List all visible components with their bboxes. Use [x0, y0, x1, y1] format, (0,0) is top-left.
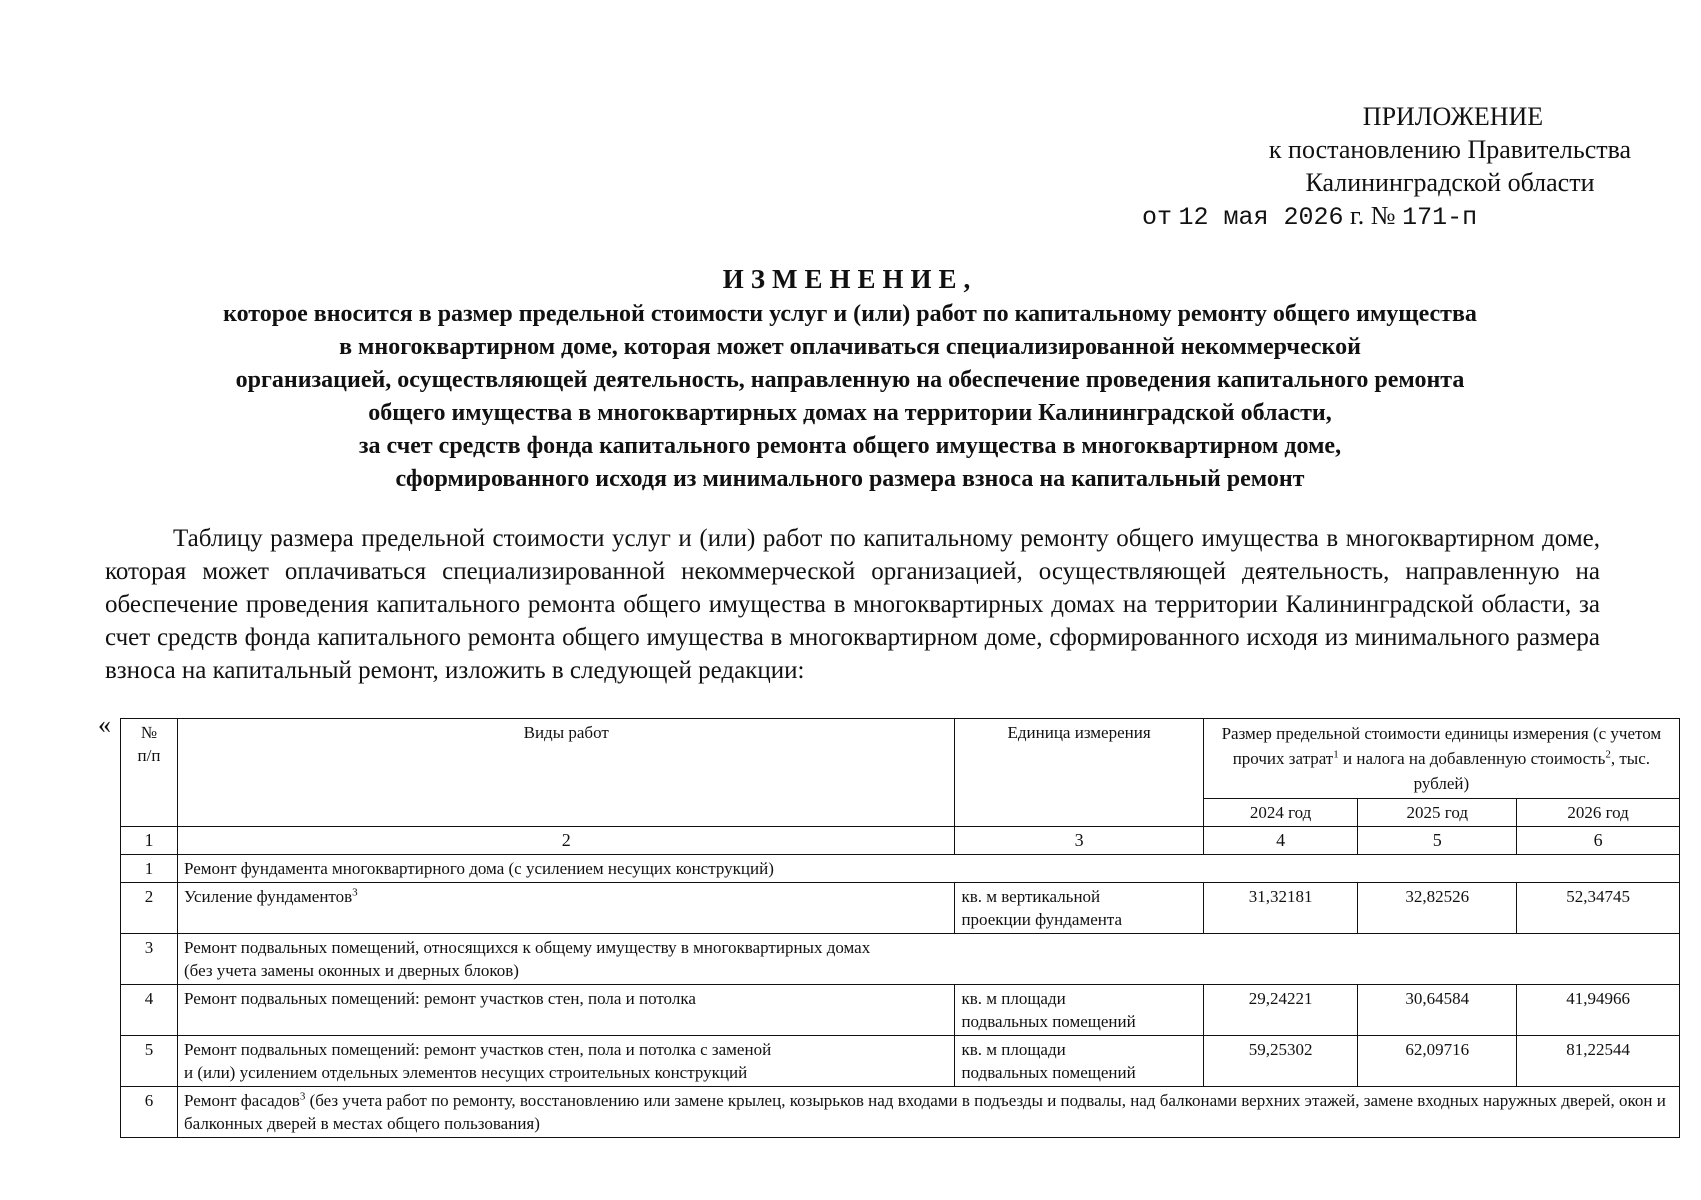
- row-value-2025: 32,82526: [1358, 883, 1517, 934]
- document-subtitle: [90, 298, 1610, 496]
- row-value-2025: 62,09716: [1358, 1036, 1517, 1087]
- subtitle-line: в многоквартирном доме, которая может оплачиваться специализированной некоммерческой: [339, 334, 1361, 360]
- column-number: 6: [1517, 827, 1680, 855]
- header-num-line1: №: [140, 723, 158, 742]
- row-section-title: Ремонт подвальных помещений, относящихся к общему имуществу в многоквартирных домах (без учета замены оконных и дверных блоков): [177, 934, 1679, 985]
- header-cost: Размер предельной стоимости единицы измерения (с учетом прочих затрат$^1$ и налога на добавленную стоимость$^2$, тыс. рублей): [1203, 719, 1679, 799]
- row-unit: кв. м площади подвальных помещений: [955, 985, 1203, 1036]
- table-row: [121, 1036, 1680, 1087]
- doc-number: 171-п: [1402, 203, 1478, 232]
- row-work-name: Ремонт подвальных помещений: ремонт участков стен, пола и потолка: [177, 985, 954, 1036]
- opening-quote: «: [98, 710, 111, 739]
- appendix-line-2: к постановлению Правительства: [1268, 135, 1632, 164]
- subtitle-line: которое вносится в размер предельной стоимости услуг и (или) работ по капитальному ремонту общего имущества: [223, 301, 1477, 327]
- table-row: [121, 1087, 1680, 1138]
- table-row: [121, 985, 1680, 1036]
- date-suffix: г. №: [1350, 201, 1396, 230]
- appendix-title: ПРИЛОЖЕНИЕ: [1362, 102, 1544, 131]
- header-num: [121, 719, 178, 827]
- appendix-block: [1142, 100, 1690, 234]
- row-work-name: Ремонт подвальных помещений: ремонт участков стен, пола и потолка с заменой и (или) усилением отдельных элементов несущих строительных конструкций: [177, 1036, 954, 1087]
- document-title: ИЗМЕНЕНИЕ,: [722, 264, 978, 294]
- row-work-name: Усиление фундаментов$^3$: [177, 883, 954, 934]
- row-number: 2: [121, 883, 178, 934]
- table-row: [121, 883, 1680, 934]
- date-prefix: от: [1142, 203, 1173, 232]
- works-table: [120, 718, 1680, 1138]
- header-works: Виды работ: [177, 719, 954, 827]
- appendix-date-line: [1100, 199, 1690, 234]
- column-number: 1: [121, 827, 178, 855]
- row-section-title: Ремонт фундамента многоквартирного дома (с усилением несущих конструкций): [177, 855, 1679, 883]
- header-year-2025: 2025 год: [1358, 799, 1517, 827]
- footnote-2-ref: 2: [1605, 748, 1611, 761]
- row-number: 3: [121, 934, 178, 985]
- row-value-2026: 52,34745: [1517, 883, 1680, 934]
- row-section-title: Ремонт фасадов$^3$ (без учета работ по ремонту, восстановлению или замене крылец, козырьков над входами в подъезды и подвалы, над балконами верхних этажей, замене входных наружных дверей, окон и балконных дверей в местах общего пользования): [177, 1087, 1679, 1138]
- row-value-2024: 31,32181: [1203, 883, 1358, 934]
- row-value-2024: 59,25302: [1203, 1036, 1358, 1087]
- row-value-2024: 29,24221: [1203, 985, 1358, 1036]
- row-number: 6: [121, 1087, 178, 1138]
- header-year-2024: 2024 год: [1203, 799, 1358, 827]
- column-number: 4: [1203, 827, 1358, 855]
- column-number: 5: [1358, 827, 1517, 855]
- row-unit: кв. м вертикальной проекции фундамента: [955, 883, 1203, 934]
- footnote-3-ref: 3: [299, 1090, 306, 1103]
- row-value-2026: 81,22544: [1517, 1036, 1680, 1087]
- column-number: 2: [177, 827, 954, 855]
- header-row: [121, 719, 1680, 799]
- row-value-2025: 30,64584: [1358, 985, 1517, 1036]
- subtitle-line: общего имущества в многоквартирных домах на территории Калининградской области,: [368, 400, 1332, 426]
- row-unit: кв. м площади подвальных помещений: [955, 1036, 1203, 1087]
- table-row: [121, 934, 1680, 985]
- header-unit: Единица измерения: [955, 719, 1203, 827]
- column-number-row: [121, 827, 1680, 855]
- date-value: 12 мая 2026: [1178, 203, 1344, 232]
- intro-paragraph: Таблицу размера предельной стоимости услуг и (или) работ по капитальному ремонту общего имущества в многоквартирном доме, которая может оплачиваться специализированной некоммерческой организацией, осуществляющей деятельность, направленную на обеспечение проведения капитального ремонта общего имущества в многоквартирных домах на территории Калининградской области, за счет средств фонда капитального ремонта общего имущества в многоквартирном доме, сформированного исходя из минимального размера взноса на капитальный ремонт, изложить в следующей редакции:: [105, 525, 1600, 684]
- row-value-2026: 41,94966: [1517, 985, 1680, 1036]
- row-number: 4: [121, 985, 178, 1036]
- row-number: 5: [121, 1036, 178, 1087]
- footnote-3-ref: 3: [352, 886, 358, 899]
- header-year-2026: 2026 год: [1517, 799, 1680, 827]
- column-number: 3: [955, 827, 1203, 855]
- row-number: 1: [121, 855, 178, 883]
- subtitle-line: организацией, осуществляющей деятельность, направленную на обеспечение проведения капитального ремонта: [235, 367, 1465, 393]
- header-num-line2: п/п: [137, 746, 161, 765]
- footnote-1-ref: 1: [1333, 748, 1339, 761]
- subtitle-line: за счет средств фонда капитального ремонта общего имущества в многоквартирном доме,: [358, 433, 1342, 459]
- subtitle-line: сформированного исходя из минимального размера взноса на капитальный ремонт: [395, 466, 1305, 492]
- appendix-line-3: Калининградской области: [1305, 168, 1595, 197]
- table-row: [121, 855, 1680, 883]
